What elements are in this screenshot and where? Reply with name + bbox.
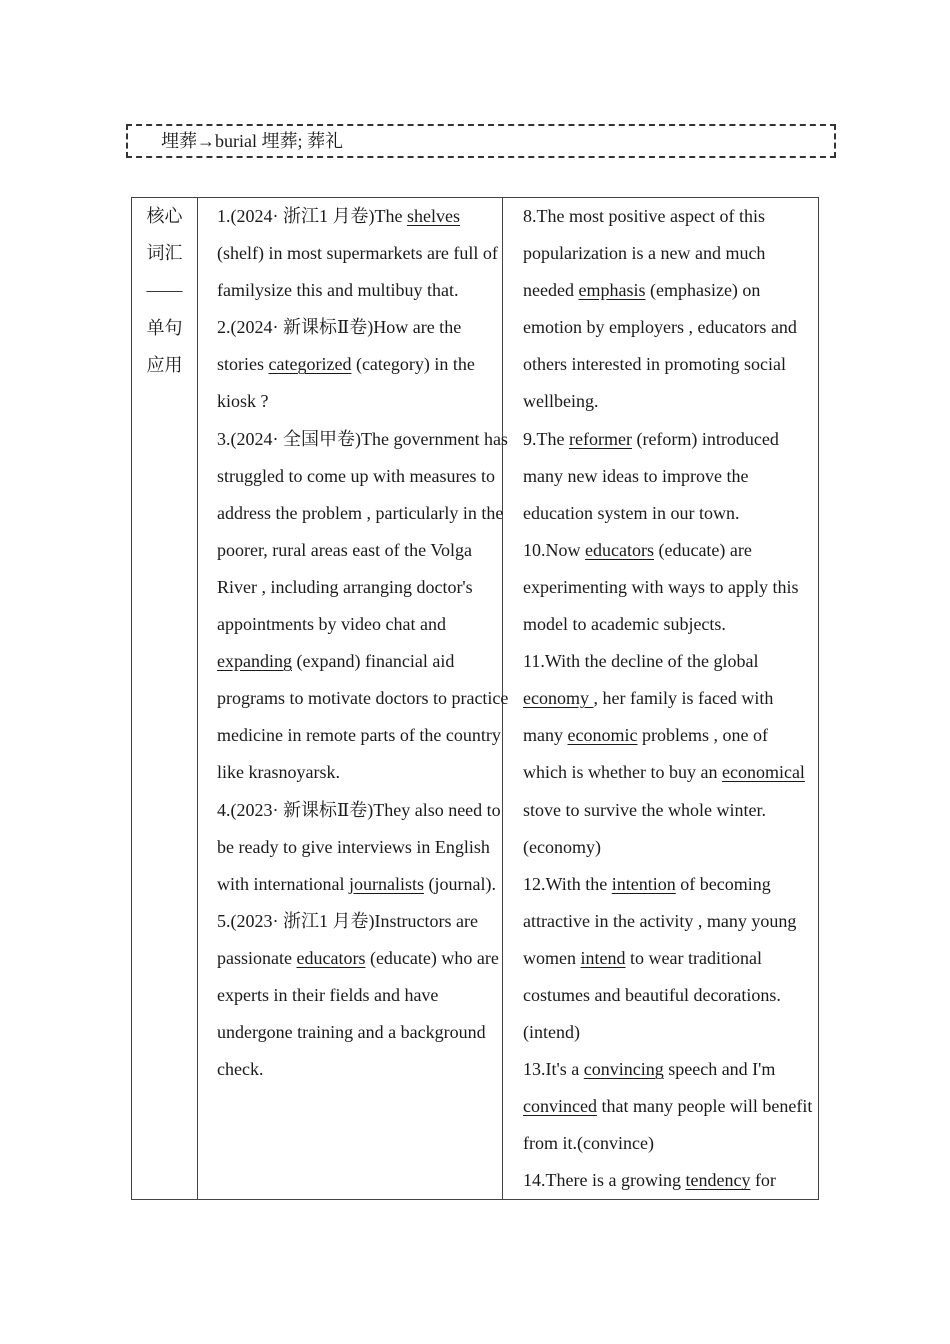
- answer-word: educators: [296, 947, 366, 968]
- answer-word: shelves: [406, 206, 460, 226]
- answer-word: convincing: [583, 1059, 664, 1080]
- section-label: [132, 198, 197, 384]
- sentence-text: of becoming attractive in the activity , many young women: [523, 873, 797, 968]
- answer-word: intend: [580, 947, 626, 968]
- exercise-sentence: [217, 198, 509, 309]
- answer-word: educators: [585, 539, 654, 560]
- exercise-table: [131, 197, 819, 1200]
- answer-word: reformer: [568, 428, 632, 449]
- label-line: 应用: [146, 354, 183, 375]
- sentence-text: (reform) introduced many new ideas to improve the education system in our town.: [523, 428, 779, 523]
- label-line: 词汇: [146, 243, 183, 264]
- left-exercise-column: [217, 198, 509, 1088]
- sentence-text: (journal).: [423, 873, 496, 894]
- sentence-text: (educate) are experimenting with ways to apply this model to academic subjects.: [523, 539, 799, 635]
- answer-word: economy: [523, 688, 594, 709]
- exercise-sentence: [523, 1051, 813, 1162]
- exercise-sentence: [523, 421, 813, 532]
- sentence-text: 10.Now: [523, 539, 585, 560]
- sentence-text: 2.(2024· 新课标Ⅱ卷)How are the stories: [217, 317, 462, 375]
- label-line: ——: [146, 280, 183, 301]
- sentence-text: stove to survive the whole winter.(economy): [523, 799, 766, 857]
- exercise-sentence: [217, 421, 509, 792]
- sentence-text: (category) in the kiosk ?: [217, 354, 475, 412]
- sentence-text: 3.(2024· 全国甲卷)The government has struggled to come up with measures to address the problem , particularly in the poorer, rural areas east of the Volga River , including arranging doctor's appointments by video chat and: [217, 428, 508, 635]
- sentence-text: 8.The most positive aspect of this popularization is a new and much needed: [523, 206, 766, 301]
- sentence-text: (shelf) in most supermarkets are full of familysize this and multibuy that.: [217, 243, 498, 301]
- sentence-text: speech and I'm: [663, 1059, 776, 1080]
- exercise-sentence: [217, 903, 509, 1088]
- sentence-text: 13.It's a: [523, 1059, 584, 1080]
- exercise-sentence: [217, 792, 509, 903]
- column-divider: [197, 198, 198, 1199]
- sentence-text: problems , one of which is whether to buy an: [523, 725, 768, 783]
- exercise-sentence: [523, 198, 813, 421]
- label-line: 核心: [146, 206, 183, 226]
- answer-word: categorized: [268, 354, 352, 375]
- sentence-text: 4.(2023· 新课标Ⅱ卷)They also need to be ready to give interviews in English with international: [217, 799, 501, 894]
- answer-word: convinced: [523, 1096, 597, 1117]
- sentence-text: that many people will benefit from it.(convince): [523, 1096, 813, 1154]
- sentence-text: 12.With the: [523, 873, 612, 894]
- sentence-text: (educate) who are experts in their fields and have undergone training and a background check.: [217, 947, 499, 1080]
- exercise-sentence: [523, 532, 813, 643]
- sentence-text: 14.There is a growing: [523, 1170, 686, 1191]
- answer-word: intention: [611, 873, 676, 894]
- exercise-sentence: [523, 1162, 813, 1199]
- answer-word: tendency: [685, 1170, 751, 1191]
- right-exercise-column: [523, 198, 813, 1200]
- answer-word: expanding: [217, 651, 292, 672]
- sentence-text: , her family is faced with many: [523, 688, 774, 746]
- answer-word: emphasis: [578, 280, 646, 301]
- sentence-text: (expand) financial aid programs to motivate doctors to practice medicine in remote parts of the country like krasnoyarsk.: [217, 651, 509, 783]
- sentence-text: 1.(2024· 浙江1 月卷)The: [217, 206, 407, 226]
- sentence-text: to wear traditional costumes and beautiful decorations.(intend): [523, 947, 781, 1043]
- exercise-sentence: [523, 866, 813, 1051]
- exercise-sentence: [523, 643, 813, 866]
- vocab-note-box: [126, 124, 836, 158]
- sentence-text: (emphasize) on emotion by employers , educators and others interested in promoting social wellbeing.: [523, 280, 797, 412]
- sentence-text: 9.The: [523, 428, 569, 449]
- label-line: 单句: [146, 317, 183, 338]
- sentence-text: for: [750, 1170, 776, 1191]
- answer-word: economical: [721, 762, 805, 783]
- answer-word: journalists: [348, 873, 424, 894]
- exercise-sentence: [217, 309, 509, 420]
- sentence-text: 11.With the decline of the global: [523, 651, 759, 672]
- vocab-note-text: 埋葬→burial 埋葬; 葬礼: [161, 131, 343, 151]
- answer-word: economic: [567, 725, 638, 746]
- sentence-text: 5.(2023· 浙江1 月卷)Instructors are passionate: [217, 910, 478, 968]
